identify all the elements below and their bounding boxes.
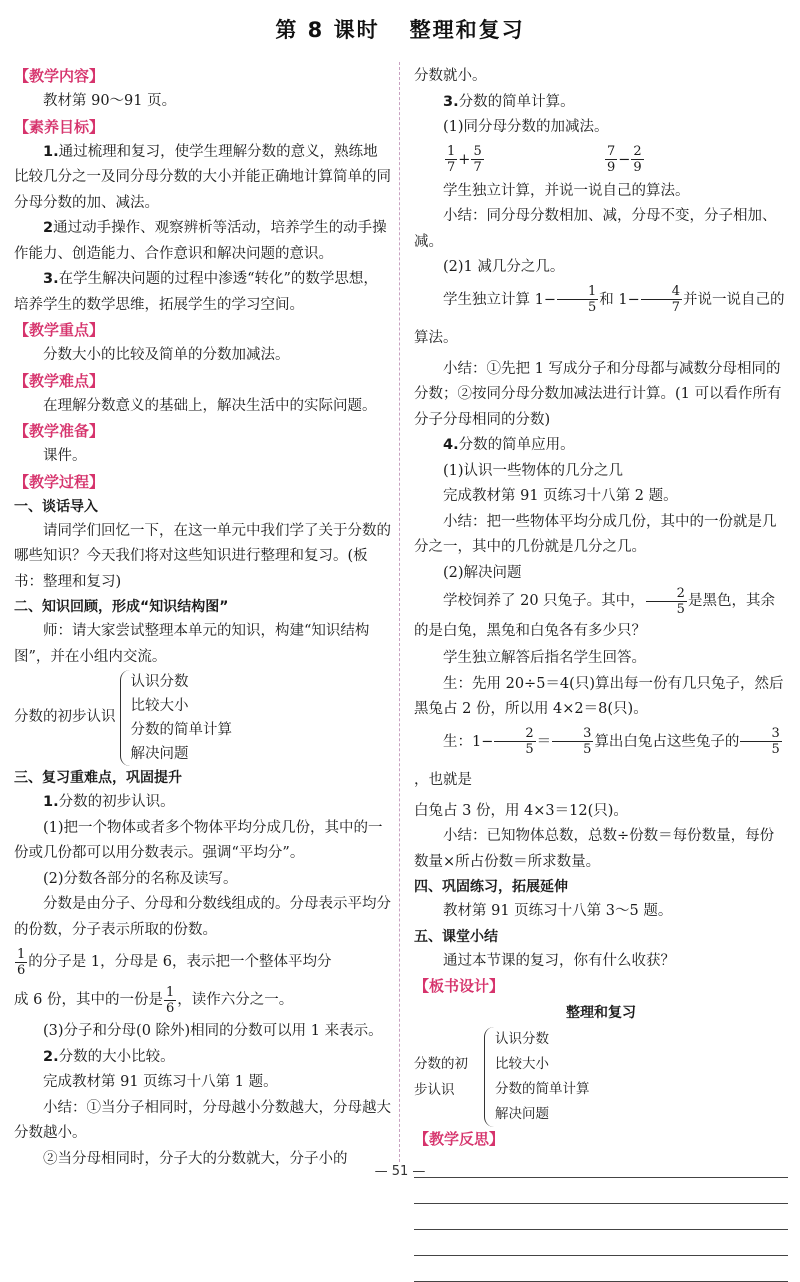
point-1-fraction-line: $\frac{1}{6}$ 的分子是 1，分母是 6，表示把一个整体平均分: [17, 946, 332, 978]
point-4-para-4: (2)解决问题: [443, 564, 522, 581]
section-4-text: 教材第 91 页练习十八第 3～5 题。: [443, 903, 673, 919]
fraction: $\frac{7}{9}$: [606, 144, 616, 175]
point-1-para-1: (1)把一个物体或者多个物体平均分成几份，其中的一份或几份都可以用分数表示。强调“平均分”。: [14, 819, 383, 861]
point-4-para-6: 学生独立解答后指名学生回答。: [443, 650, 646, 666]
fraction: $\frac{2}{5}$: [646, 587, 687, 616]
point-4-problem: 学校饲养了 20 只兔子。其中， $\frac{2}{5}$ 是黑色，其余的是白兔，黑兔和白兔各有多少只？: [414, 585, 775, 639]
point-2-title: 2.分数的大小比较。: [43, 1048, 175, 1065]
point-1-title: 1.分数的初步认识。: [43, 794, 175, 810]
section-1-title: 一、谈话导入: [14, 498, 98, 515]
page-title: [0, 14, 800, 44]
point-3-para-2: 学生独立计算，并说一说自己的算法。: [443, 182, 690, 199]
fraction: $\frac{2}{5}$: [494, 727, 535, 756]
point-4-para-9: 白兔占 3 份，用 4×3＝12(只)。: [414, 802, 628, 819]
point-4-para-8: 生：1− $\frac{2}{5}$ ＝ $\frac{3}{5}$ 算出白兔占这些兔子的 $\frac{3}{5}$ ，也就是: [414, 726, 780, 788]
reflection-line[interactable]: [414, 1256, 788, 1282]
continued-text: 分数就小。: [414, 68, 487, 84]
point-2-para-2: 小结：①当分子相同时，分母越小分数越大，分母越大分数越小。: [14, 1099, 391, 1141]
column-divider: [399, 62, 400, 1162]
structure-items: [131, 670, 233, 766]
board-item: 认识分数: [495, 1031, 549, 1047]
content-text: 教材第 90～91 页。: [43, 93, 177, 109]
board-item: 分数的简单计算: [495, 1081, 590, 1097]
point-3-para-1: (1)同分母分数的加减法。: [443, 119, 609, 135]
section-1-text: 请同学们回忆一下，在这一单元中我们学了关于分数的哪些知识？今天我们将对这些知识进行整理和复习。(板书：整理和复习): [14, 522, 391, 590]
board-item: 比较大小: [495, 1056, 549, 1072]
fraction: $\frac{4}{7}$: [641, 285, 682, 314]
structure-brace: [120, 670, 131, 766]
goal-3: 3.在学生解决问题的过程中渗透“转化”的数学思想，培养学生的数学思维，拓展学生的学习空间。: [14, 271, 378, 313]
heading-key: 【教学重点】: [14, 321, 105, 339]
point-3-para-3: 小结：同分母分数相加、减，分母不变，分子相加、减。: [414, 208, 777, 250]
fraction: $\frac{3}{5}$: [552, 727, 593, 756]
heading-process: 【教学过程】: [14, 472, 105, 491]
board-title: 整理和复习: [566, 1005, 636, 1021]
knowledge-structure-diagram: [14, 670, 392, 766]
left-column: [14, 64, 392, 1172]
point-3-para-4: (2)1 减几分之几。: [443, 259, 565, 275]
point-4-para-10: 小结：已知物体总数，总数÷份数＝每份数量，每份数量×所占份数＝所求数量。: [414, 828, 775, 870]
goal-2: 2通过动手操作、观察辨析等活动，培养学生的动手操作能力、创造能力、合作意识和解决问题的意识。: [14, 220, 387, 262]
goal-1: 1.通过梳理和复习，使学生理解分数的意义，熟练地比较几分之一及同分母分数的大小并能正确地计算简单的同分母分数的加、减法。: [14, 143, 391, 211]
point-4-para-7: 生：先用 20÷5＝4(只)算出每一份有几只兔子，然后黑兔占 2 份，所以用 4×2＝8(只)。: [414, 675, 784, 717]
section-5-title: 五、课堂小结: [414, 928, 498, 945]
board-items: [495, 1027, 590, 1127]
structure-item: 分数的简单计算: [130, 722, 232, 738]
board-root: 分数的初 步认识: [414, 1056, 468, 1098]
section-2-text: 师：请大家尝试整理本单元的知识，构建“知识结构图”，并在小组内交流。: [14, 623, 370, 665]
fraction: $\frac{3}{5}$: [740, 727, 781, 756]
point-4-title: 4.分数的简单应用。: [443, 437, 575, 453]
page-number: — 51 —: [374, 1164, 426, 1179]
right-column: [414, 64, 788, 1282]
fraction-exercises: $\frac{1}{7}$ + $\frac{5}{7}$ $\frac{7}{9}$ − $\frac{2}{9}$: [447, 144, 642, 175]
section-2-title: 二、知识回顾，形成“知识结构图”: [14, 599, 229, 615]
point-3-para-6: 小结：①先把 1 写成分子和分母都与减数分母相同的分数；②按同分母分数加减法进行计算。(1 可以看作所有分子分母相同的分数): [414, 360, 782, 428]
section-5-text: 通过本节课的复习，你有什么收获？: [443, 952, 675, 969]
board-diagram: [414, 1027, 788, 1127]
structure-item: 比较大小: [130, 698, 189, 714]
title-topic: 整理和复习: [409, 18, 525, 42]
heading-board: 【板书设计】: [414, 977, 505, 995]
point-1-para-5: (3)分子和分母(0 除外)相同的分数可以用 1 来表示。: [43, 1023, 383, 1039]
difficulty-text: 在理解分数意义的基础上，解决生活中的实际问题。: [43, 397, 377, 414]
fraction: $\frac{2}{9}$: [633, 144, 642, 175]
board-brace: [484, 1027, 495, 1127]
point-1-fraction-line-2: 成 6 份，其中的一份是 $\frac{1}{6}$ ，读作六分之一。: [14, 984, 294, 1016]
fraction: $\frac{1}{5}$: [557, 285, 598, 314]
section-3-title: 三、复习重难点，巩固提升: [14, 770, 182, 786]
structure-item: 认识分数: [130, 674, 189, 690]
fraction: $\frac{5}{7}$: [473, 144, 482, 175]
key-text: 分数大小的比较及简单的分数加减法。: [43, 347, 290, 363]
structure-root: 分数的初步认识: [14, 709, 116, 726]
reflection-line[interactable]: [414, 1230, 788, 1256]
point-4-para-1: (1)认识一些物体的几分之几: [443, 462, 624, 479]
structure-item: 解决问题: [130, 746, 189, 762]
reflection-line[interactable]: [414, 1204, 788, 1230]
heading-content: 【教学内容】: [14, 67, 105, 85]
point-4-para-2: 完成教材第 91 页练习十八第 2 题。: [443, 488, 678, 504]
fraction-one-sixth: $\frac{1}{6}$: [17, 946, 26, 978]
point-1-para-3: 分数是由分子、分母和分数线组成的。分母表示平均分的份数，分子表示所取的份数。: [14, 896, 391, 938]
point-2-para-1: 完成教材第 91 页练习十八第 1 题。: [43, 1074, 278, 1090]
section-4-title: 四、巩固练习，拓展延伸: [414, 879, 568, 895]
point-3-para-5: 学生独立计算 1− $\frac{1}{5}$ 和 1− $\frac{4}{7}$ 并说一说自己的算法。: [414, 284, 785, 346]
board-item: 解决问题: [495, 1106, 549, 1122]
heading-prep: 【教学准备】: [14, 422, 105, 440]
point-2-para-3: ②当分母相同时，分子大的分数就大，分子小的: [43, 1150, 348, 1167]
heading-reflection: 【教学反思】: [414, 1130, 505, 1148]
reflection-line[interactable]: [414, 1178, 788, 1204]
fraction-one-sixth: $\frac{1}{6}$: [165, 984, 175, 1016]
fraction: $\frac{1}{7}$: [447, 144, 456, 175]
prep-text: 课件。: [43, 448, 87, 464]
title-lesson: 第 8 课时: [275, 18, 380, 42]
point-3-title: 3.分数的简单计算。: [443, 93, 575, 110]
heading-goals: 【素养目标】: [14, 117, 105, 136]
point-1-para-2: (2)分数各部分的名称及读写。: [43, 870, 238, 887]
point-4-para-3: 小结：把一些物体平均分成几份，其中的一份就是几分之一，其中的几份就是几分之几。: [414, 513, 777, 555]
heading-difficulty: 【教学难点】: [14, 371, 105, 390]
